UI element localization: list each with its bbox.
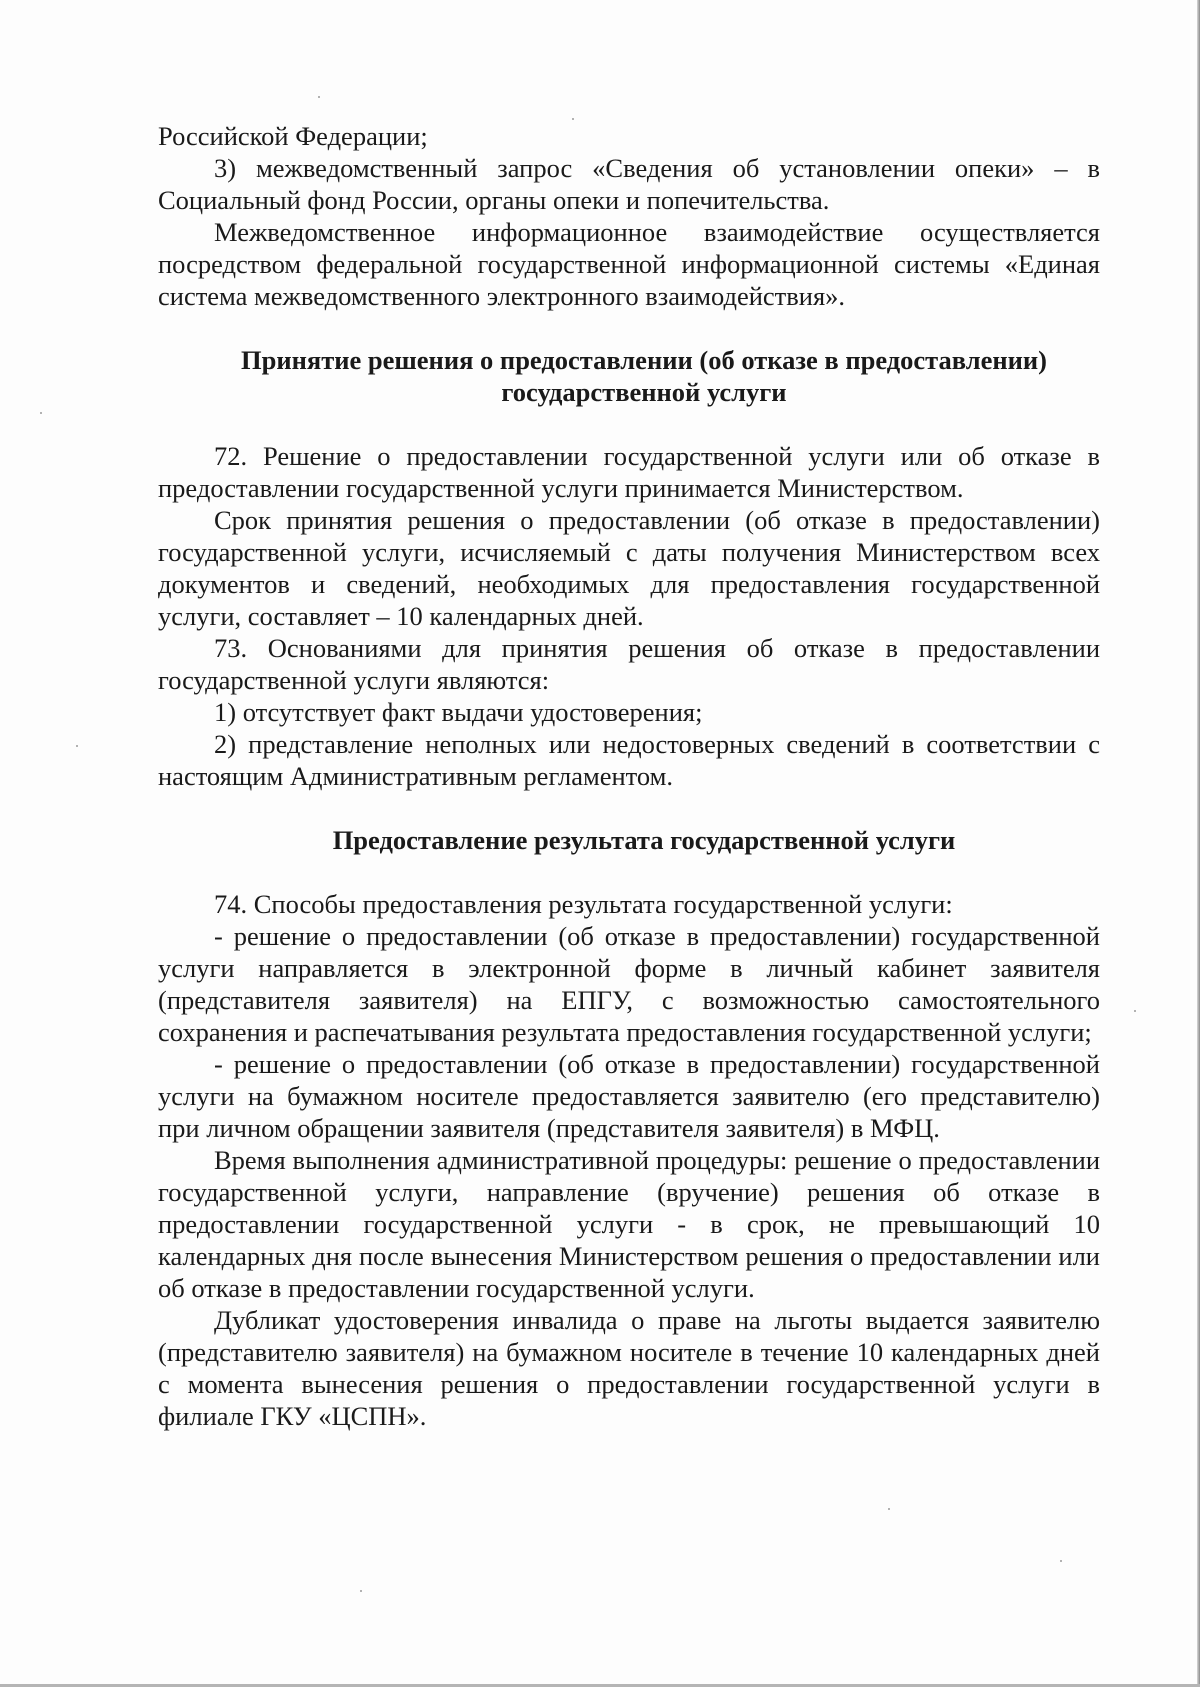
paragraph: 1) отсутствует факт выдачи удостоверения; — [214, 697, 703, 727]
section-heading: Предоставление результата государственной услуги — [332, 825, 956, 855]
scan-speck — [888, 1508, 890, 1510]
paragraph: Срок принятия решения о предоставлении (об отказе в предоставлении) государственной услуги, исчисляемый с даты получения Министерством всех документов и сведений, необходимых для предоставления государственной услуги, составляет – 10 календарных дней. — [158, 505, 1100, 631]
scan-speck — [1060, 1560, 1062, 1562]
paragraph: Межведомственное информационное взаимодействие осуществляется посредством федеральной государственной информационной системы «Единая система межведомственного электронного взаимодействия». — [158, 217, 1100, 311]
paragraph: 3) межведомственный запрос «Сведения об установлении опеки» – в Социальный фонд России, органы опеки и попечительства. — [158, 153, 1100, 215]
paragraph: Дубликат удостоверения инвалида о праве на льготы выдается заявителю (представителю заявителя) на бумажном носителе в течение 10 календарных дней с момента вынесения решения о предоставлении государственной услуги в филиале ГКУ «ЦСПН». — [158, 1305, 1100, 1431]
scan-speck — [1134, 1010, 1136, 1012]
paragraph: Российской Федерации; — [158, 121, 428, 151]
section-heading: Принятие решения о предоставлении (об отказе в предоставлении) государственной услуги — [241, 345, 1047, 407]
paragraph: 73. Основаниями для принятия решения об отказе в предоставлении государственной услуги являются: — [158, 633, 1100, 695]
list-item: - решение о предоставлении (об отказе в предоставлении) государственной услуги на бумажном носителе предоставляется заявителю (его представителю) при личном обращении заявителя (представителя заявителя) в МФЦ. — [158, 1049, 1100, 1143]
paragraph: Время выполнения административной процедуры: решение о предоставлении государственной услуги, направление (вручение) решения об отказе в предоставлении государственной услуги - в срок, не превышающий 10 календарных дня после вынесения Министерством решения о предоставлении или об отказе в предоставлении государственной услуги. — [158, 1145, 1100, 1303]
scan-speck — [76, 745, 78, 747]
list-item: - решение о предоставлении (об отказе в предоставлении) государственной услуги направляется в электронной форме в личный кабинет заявителя (представителя заявителя) на ЕПГУ, с возможностью самостоятельного сохранения и распечатывания результата предоставления государственной услуги; — [158, 921, 1100, 1047]
paragraph: 2) представление неполных или недостоверных сведений в соответствии с настоящим Административным регламентом. — [158, 729, 1100, 791]
paragraph: 74. Способы предоставления результата государственной услуги: — [214, 889, 953, 919]
scan-speck — [318, 96, 320, 98]
document-body — [158, 120, 1100, 1432]
paragraph: 72. Решение о предоставлении государственной услуги или об отказе в предоставлении государственной услуги принимается Министерством. — [158, 441, 1100, 503]
scan-speck — [40, 412, 42, 414]
scan-speck — [360, 1590, 362, 1592]
